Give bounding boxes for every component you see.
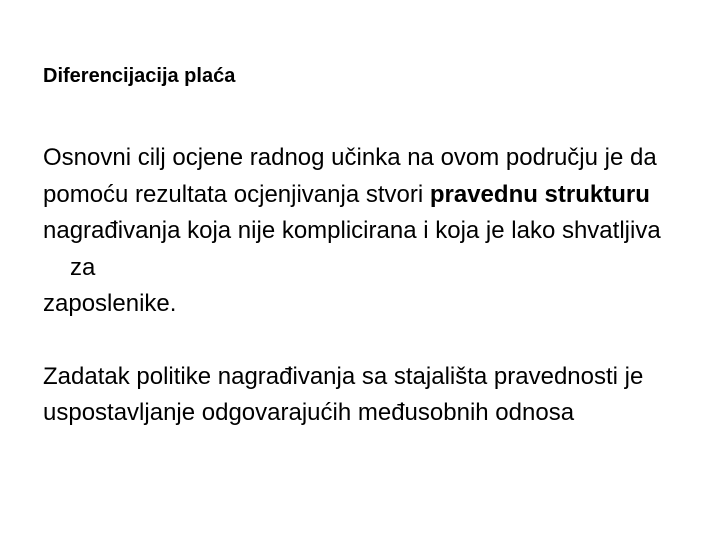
- body-line-2: [43, 177, 683, 214]
- body-line-1: Osnovni cilj ocjene radnog učinka na ovom području je da: [43, 144, 657, 171]
- body-line-6: uspostavljanje odgovarajućih međusobnih odnosa: [43, 399, 575, 426]
- body-line-4: zaposlenike.: [43, 290, 177, 317]
- body-line-2-text: pomoću rezultata ocjenjivanja stvori: [43, 180, 430, 208]
- emphasis-pravedna-struktura: pravednu strukturu: [429, 180, 650, 208]
- slide-body: [43, 140, 683, 432]
- slide-heading: Diferencijacija plaća: [43, 65, 236, 87]
- body-line-5: Zadatak politike nagrađivanja sa stajališta pravednosti je: [43, 362, 644, 390]
- body-line-3: nagrađivanja koja nije komplicirana i koja je lako shvatljiva za: [43, 217, 661, 281]
